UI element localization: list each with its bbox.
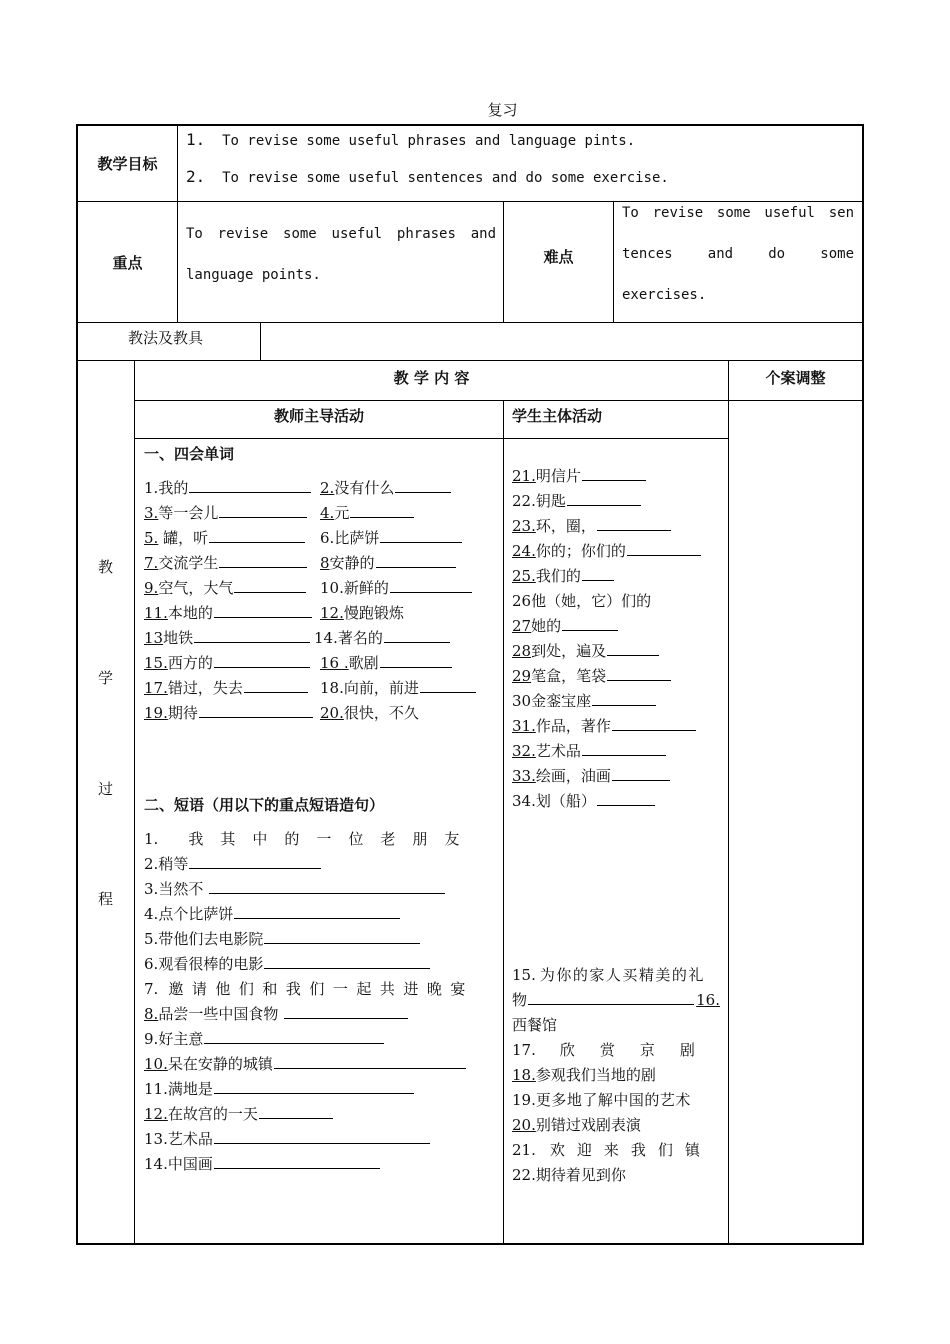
words-middle-list: [314, 476, 476, 726]
difficult-points-line-3: exercises.: [622, 287, 707, 303]
list-item: 21. 欢迎来我们镇: [512, 1141, 712, 1159]
list-item: 16 .歌剧: [320, 651, 476, 676]
student-header: 学生主体活动: [512, 407, 603, 425]
goals-label: 教学目标: [97, 155, 158, 173]
list-item: 23.环，圈，: [512, 514, 701, 539]
list-item: 18.参观我们当地的剧: [512, 1066, 656, 1084]
list-item: 5. 罐，听: [144, 526, 313, 551]
list-item: 西餐馆: [512, 1016, 558, 1034]
list-item: 7.交流学生: [144, 551, 313, 576]
list-item: 14.著名的: [314, 626, 476, 651]
list-item: 3.当然不: [144, 877, 496, 902]
list-item: 6.观看很棒的电影: [144, 952, 496, 977]
list-item: 6.比萨饼: [320, 526, 476, 551]
list-item: 8.品尝一些中国食物: [144, 1002, 496, 1027]
words-left-list: [144, 476, 313, 726]
list-item: 10.呆在安静的城镇: [144, 1052, 496, 1077]
list-item: 5.带他们去电影院: [144, 927, 496, 952]
list-item: 31.作品，著作: [512, 714, 701, 739]
list-item: 物 16.: [512, 991, 720, 1009]
phrases-heading: 二、短语（用以下的重点短语造句）: [144, 796, 385, 814]
list-item: 14.中国画: [144, 1152, 496, 1177]
goal-item-1: 1. To revise some useful phrases and language pints.: [186, 130, 636, 149]
process-char-4: 程: [98, 890, 114, 908]
list-item: 17. 欣赏京剧: [512, 1041, 720, 1059]
list-item: 18.向前，前进: [320, 676, 476, 701]
list-item: 32.艺术品: [512, 739, 701, 764]
list-item: 27她的: [512, 614, 701, 639]
process-char-1: 教: [98, 558, 114, 576]
list-item: 20.别错过戏剧表演: [512, 1116, 641, 1134]
list-item: 8安静的: [320, 551, 476, 576]
list-item: 10.新鲜的: [320, 576, 476, 601]
adjust-header: 个案调整: [765, 369, 826, 387]
key-points-label: 重点: [112, 254, 143, 272]
list-item: 22.期待着见到你: [512, 1166, 626, 1184]
phrases-right-list: [512, 963, 720, 1188]
methods-label: 教法及教具: [128, 329, 204, 347]
list-item: 9.空气，大气: [144, 576, 313, 601]
difficult-points-line-2: tences and do some: [622, 246, 854, 262]
process-char-2: 学: [98, 669, 114, 687]
list-item: 24.你的；你们的: [512, 539, 701, 564]
difficult-points-label: 难点: [543, 248, 574, 266]
list-item: 11.满地是: [144, 1077, 496, 1102]
teacher-header: 教师主导活动: [273, 407, 364, 425]
list-item: 20.很快，不久: [320, 704, 419, 722]
content-header: 教 学 内 容: [393, 369, 470, 387]
words-right-list: [512, 464, 701, 814]
words-heading: 一、四会单词: [144, 445, 235, 463]
difficult-points-line-1: To revise some useful sen: [622, 205, 854, 221]
list-item: 3.等一会儿: [144, 501, 313, 526]
process-char-3: 过: [98, 780, 114, 798]
page-title: 复习: [487, 101, 518, 119]
list-item: 19.期待: [144, 701, 313, 726]
list-item: 11.本地的: [144, 601, 313, 626]
list-item: 19.更多地了解中国的艺术: [512, 1091, 691, 1109]
list-item: 17.错过，失去: [144, 676, 313, 701]
list-item: 13.艺术品: [144, 1127, 496, 1152]
goal-item-2: 2. To revise some useful sentences and do some exercise.: [186, 167, 669, 186]
list-item: 1. 我其中的一位老朋友: [144, 830, 477, 848]
list-item: 12.慢跑锻炼: [320, 604, 404, 622]
list-item: 29笔盒，笔袋: [512, 664, 701, 689]
key-points-line-1: To revise some useful phrases and: [186, 226, 496, 242]
list-item: 25.我们的: [512, 564, 701, 589]
list-item: 22.钥匙: [512, 489, 701, 514]
list-item: 13地铁: [144, 626, 313, 651]
key-points-line-2: language points.: [186, 267, 321, 283]
list-item: 7. 邀请他们和我们一起共进晚宴: [144, 980, 474, 998]
list-item: 30金銮宝座: [512, 689, 701, 714]
list-item: 33.绘画，油画: [512, 764, 701, 789]
list-item: 28到处，遍及: [512, 639, 701, 664]
phrases-left-list: [144, 827, 496, 1177]
list-item: 26他（她，它）们的: [512, 592, 652, 610]
list-item: 34.划（船）: [512, 789, 701, 814]
list-item: 15. 为你的家人买精美的礼: [512, 966, 705, 984]
list-item: 2.稍等: [144, 852, 496, 877]
list-item: 1.我的: [144, 476, 313, 501]
list-item: 21.明信片: [512, 464, 701, 489]
list-item: 9.好主意: [144, 1027, 496, 1052]
list-item: 4.点个比萨饼: [144, 902, 496, 927]
list-item: 4.元: [320, 501, 476, 526]
list-item: 2.没有什么: [320, 476, 476, 501]
list-item: 12.在故宫的一天: [144, 1102, 496, 1127]
list-item: 15.西方的: [144, 651, 313, 676]
